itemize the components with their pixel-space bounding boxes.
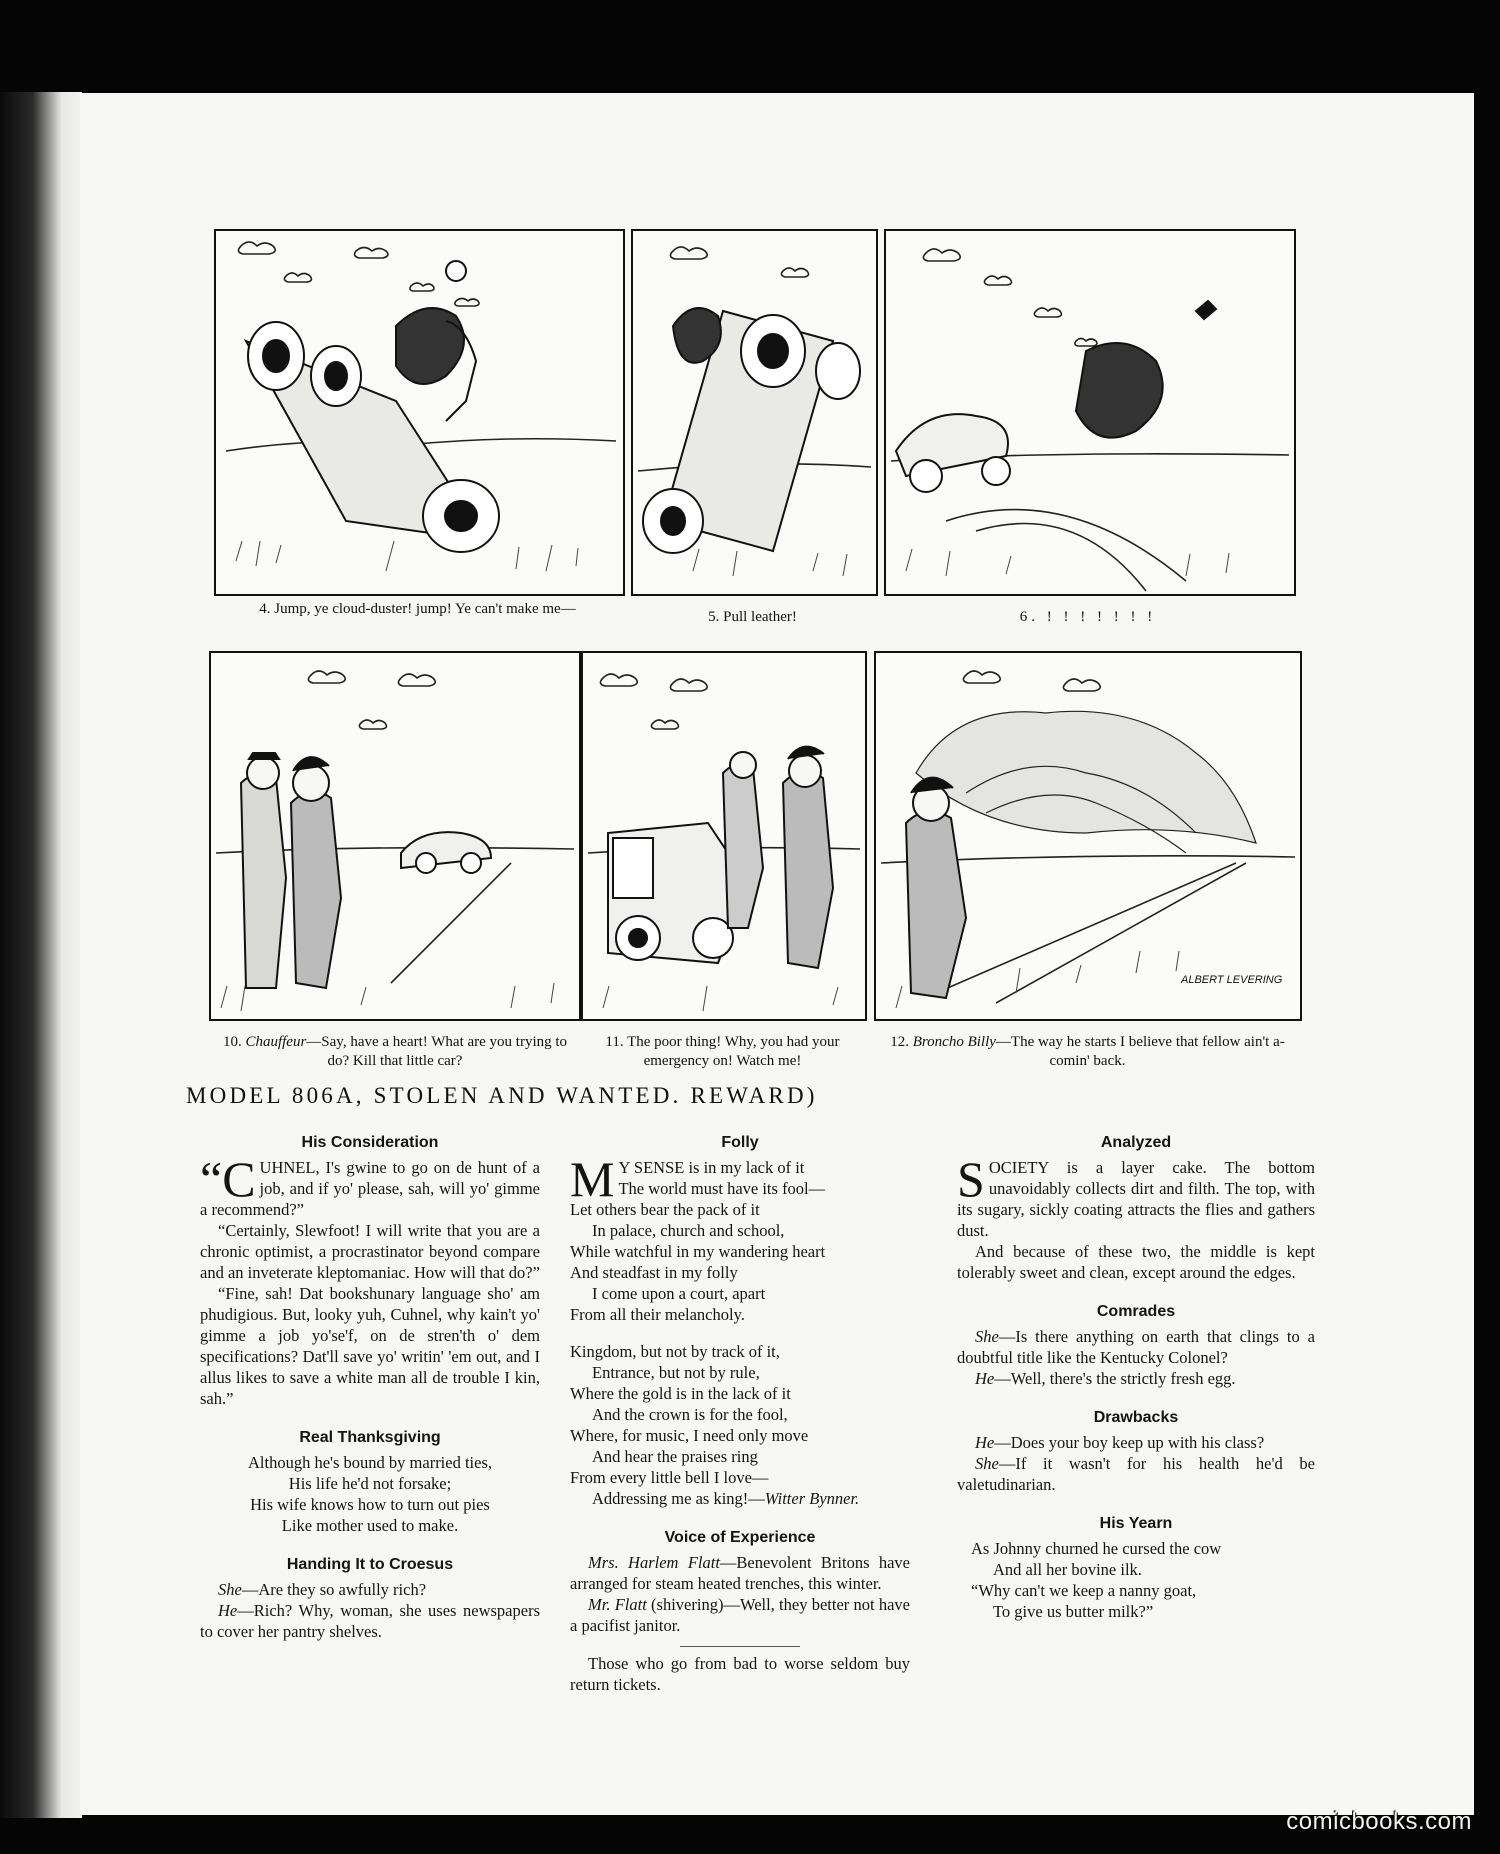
- he-label: He: [975, 1433, 995, 1452]
- his-consideration-para-1: [200, 1151, 540, 1220]
- voice-mrs-line: [570, 1552, 910, 1594]
- poem-line: And hear the praises ring: [592, 1447, 758, 1466]
- poem-line: And steadfast in my folly: [570, 1263, 738, 1282]
- she-text: —Are they so awfully rich?: [241, 1580, 427, 1599]
- poem-line: Like mother used to make.: [281, 1516, 459, 1535]
- poem-line: Let others bear the pack of it: [570, 1200, 760, 1219]
- mr-flatt-label: Mr. Flatt: [588, 1595, 647, 1614]
- poem-line: Kingdom, but not by track of it,: [570, 1342, 780, 1361]
- column-2: [570, 1132, 910, 1695]
- panel-5-caption: 5. Pull leather!: [708, 609, 797, 625]
- he-text: —Does your boy keep up with his class?: [994, 1433, 1265, 1452]
- panel-11-caption: 11. The poor thing! Why, you had your emergency on! Watch me!: [605, 1034, 840, 1069]
- poem-line: From every little bell I love—: [570, 1468, 769, 1487]
- she-label: She: [975, 1327, 999, 1346]
- analyzed-title: Analyzed: [1100, 1134, 1172, 1151]
- panel-10-caption: [214, 1033, 576, 1071]
- real-thanksgiving-title: Real Thanksgiving: [299, 1429, 441, 1446]
- mrs-flatt-text: —Benevolent Britons have arranged for steam heated trenches, this winter.: [570, 1553, 910, 1593]
- column-3: [957, 1132, 1315, 1622]
- dropcap-c: “C: [200, 1151, 256, 1207]
- site-watermark: comicbooks.com: [1286, 1808, 1472, 1835]
- mrs-flatt-label: Mrs. Harlem Flatt: [588, 1553, 720, 1572]
- panel-10-number: 10.: [222, 1034, 242, 1050]
- artist-signature: ALBERT LEVERING: [1181, 974, 1283, 986]
- poem-line: In palace, church and school,: [592, 1221, 785, 1240]
- she-label: She: [218, 1580, 242, 1599]
- divider: [680, 1646, 800, 1647]
- panel-12-speaker: Broncho Billy: [912, 1034, 996, 1050]
- folly-title: Folly: [721, 1134, 759, 1151]
- real-thanksgiving-poem: [200, 1452, 540, 1536]
- poem-author: Witter Bynner.: [764, 1489, 860, 1508]
- bad-to-worse-text: Those who go from bad to worse seldom buy return tickets.: [570, 1654, 910, 1694]
- folly-stanza-1: [570, 1151, 910, 1325]
- panel-10-drawing: [211, 653, 579, 1019]
- poem-line: Although he's bound by married ties,: [247, 1453, 493, 1472]
- panel-6-caption: 6. ! ! ! ! ! ! !: [1019, 609, 1157, 625]
- his-yearn-title: His Yearn: [1099, 1515, 1173, 1532]
- comic-panel-10: [209, 651, 581, 1021]
- comic-panel-12: [874, 651, 1302, 1021]
- comic-panel-5: [631, 229, 878, 596]
- voice-mr-line: [570, 1594, 910, 1636]
- panel-4-drawing: [216, 231, 623, 594]
- comrades-title: Comrades: [1096, 1303, 1176, 1320]
- mr-flatt-text: (shivering)—Well, they better not have a pacifist janitor.: [570, 1595, 910, 1635]
- panel-5-drawing: [633, 231, 876, 594]
- poem-line: I come upon a court, apart: [592, 1284, 766, 1303]
- panel-12-number: 12.: [890, 1034, 909, 1050]
- his-consideration-para-3: “Fine, sah! Dat bookshunary language sho' am phudigious. But, looky yuh, Cuhnel, why kain't yo' gimme a job yo'se'f, on de stren'th o' dem specifications? Dat'll save yo' writin' 'em out, and I allus likes to save a white man all de trouble I kin, sah.”: [200, 1284, 540, 1408]
- drawbacks-she-line: [957, 1453, 1315, 1495]
- comic-panel-6: [884, 229, 1296, 596]
- poem-line: As Johnny churned he cursed the cow: [971, 1539, 1222, 1558]
- poem-line: Where the gold is in the lack of it: [570, 1384, 791, 1403]
- poem-line: And the crown is for the fool,: [592, 1405, 788, 1424]
- poem-line: From all their melancholy.: [570, 1305, 745, 1324]
- she-text: —If it wasn't for his health he'd be valetudinarian.: [957, 1454, 1315, 1494]
- analyzed-para-2: And because of these two, the middle is kept tolerably sweet and clean, except around the edges.: [957, 1242, 1315, 1282]
- panel-4-caption: 4. Jump, ye cloud-duster! jump! Ye can't make me—: [259, 601, 576, 617]
- folly-stanza-2: [570, 1341, 910, 1509]
- comrades-he-line: [957, 1368, 1315, 1389]
- poem-line: Where, for music, I need only move: [570, 1426, 809, 1445]
- poem-line-text: Addressing me as king!—: [592, 1489, 765, 1508]
- croesus-she-line: [200, 1579, 540, 1600]
- banner-headline: MODEL 806A, STOLEN AND WANTED. REWARD): [186, 1083, 818, 1108]
- panel-12-text: —The way he starts I believe that fellow ain't a-comin' back.: [995, 1034, 1285, 1069]
- panel-12-drawing: [876, 653, 1300, 1019]
- dropcap-s: S: [957, 1151, 985, 1207]
- page-curl: [0, 92, 82, 1818]
- poem-line: To give us butter milk?”: [993, 1602, 1154, 1621]
- his-consideration-para-1-text: UHNEL, I's gwine to go on de hunt of a job, and if yo' please, sah, will yo' gimme a recommend?”: [200, 1158, 540, 1219]
- drawbacks-title: Drawbacks: [1093, 1409, 1179, 1426]
- handing-it-to-croesus-title: Handing It to Croesus: [286, 1556, 454, 1573]
- he-text: —Rich? Why, woman, she uses newspapers to cover her pantry shelves.: [200, 1601, 540, 1641]
- panel-12-caption: [890, 1033, 1285, 1071]
- she-text: —Is there anything on earth that clings to a doubtful title like the Kentucky Colonel?: [957, 1327, 1315, 1367]
- poem-line: Entrance, but not by rule,: [592, 1363, 760, 1382]
- comrades-she-line: [957, 1326, 1315, 1368]
- poem-line: “Why can't we keep a nanny goat,: [971, 1581, 1197, 1600]
- column-1: [200, 1132, 540, 1642]
- poem-line: While watchful in my wandering heart: [570, 1242, 826, 1261]
- comic-panel-4: [214, 229, 625, 596]
- poem-line: His wife knows how to turn out pies: [250, 1495, 490, 1514]
- poem-line: The world must have its fool—: [618, 1179, 826, 1198]
- poem-line: His life he'd not forsake;: [288, 1474, 452, 1493]
- analyzed-para-1: [957, 1151, 1315, 1241]
- panel-11-drawing: [583, 653, 865, 1019]
- analyzed-para-1-text: OCIETY is a layer cake. The bottom unavoidably collects dirt and filth. The top, with its sugary, sickly coating attracts the flies and gathers dust.: [957, 1158, 1315, 1240]
- he-label: He: [975, 1369, 995, 1388]
- drawbacks-he-line: [957, 1432, 1315, 1453]
- panel-6-drawing: [886, 231, 1294, 594]
- voice-of-experience-title: Voice of Experience: [664, 1529, 816, 1546]
- he-text: —Well, there's the strictly fresh egg.: [994, 1369, 1236, 1388]
- panel-10-speaker: Chauffeur: [245, 1034, 307, 1050]
- panel-10-text: —Say, have a heart! What are you trying to do? Kill that little car?: [306, 1034, 568, 1069]
- dropcap-m: M: [570, 1151, 615, 1207]
- she-label: She: [975, 1454, 999, 1473]
- poem-line: Y SENSE is in my lack of it: [618, 1158, 805, 1177]
- his-consideration-para-2: “Certainly, Slewfoot! I will write that you are a chronic optimist, a procrastinator beyond compare and an inveterate kleptomaniac. How will that do?”: [200, 1221, 540, 1282]
- his-consideration-title: His Consideration: [301, 1134, 439, 1151]
- he-label: He: [218, 1601, 238, 1620]
- comic-panel-11: [581, 651, 867, 1021]
- croesus-he-line: [200, 1600, 540, 1642]
- poem-line: And all her bovine ilk.: [993, 1560, 1142, 1579]
- poem-line: [570, 1488, 910, 1509]
- his-yearn-poem: [957, 1538, 1315, 1622]
